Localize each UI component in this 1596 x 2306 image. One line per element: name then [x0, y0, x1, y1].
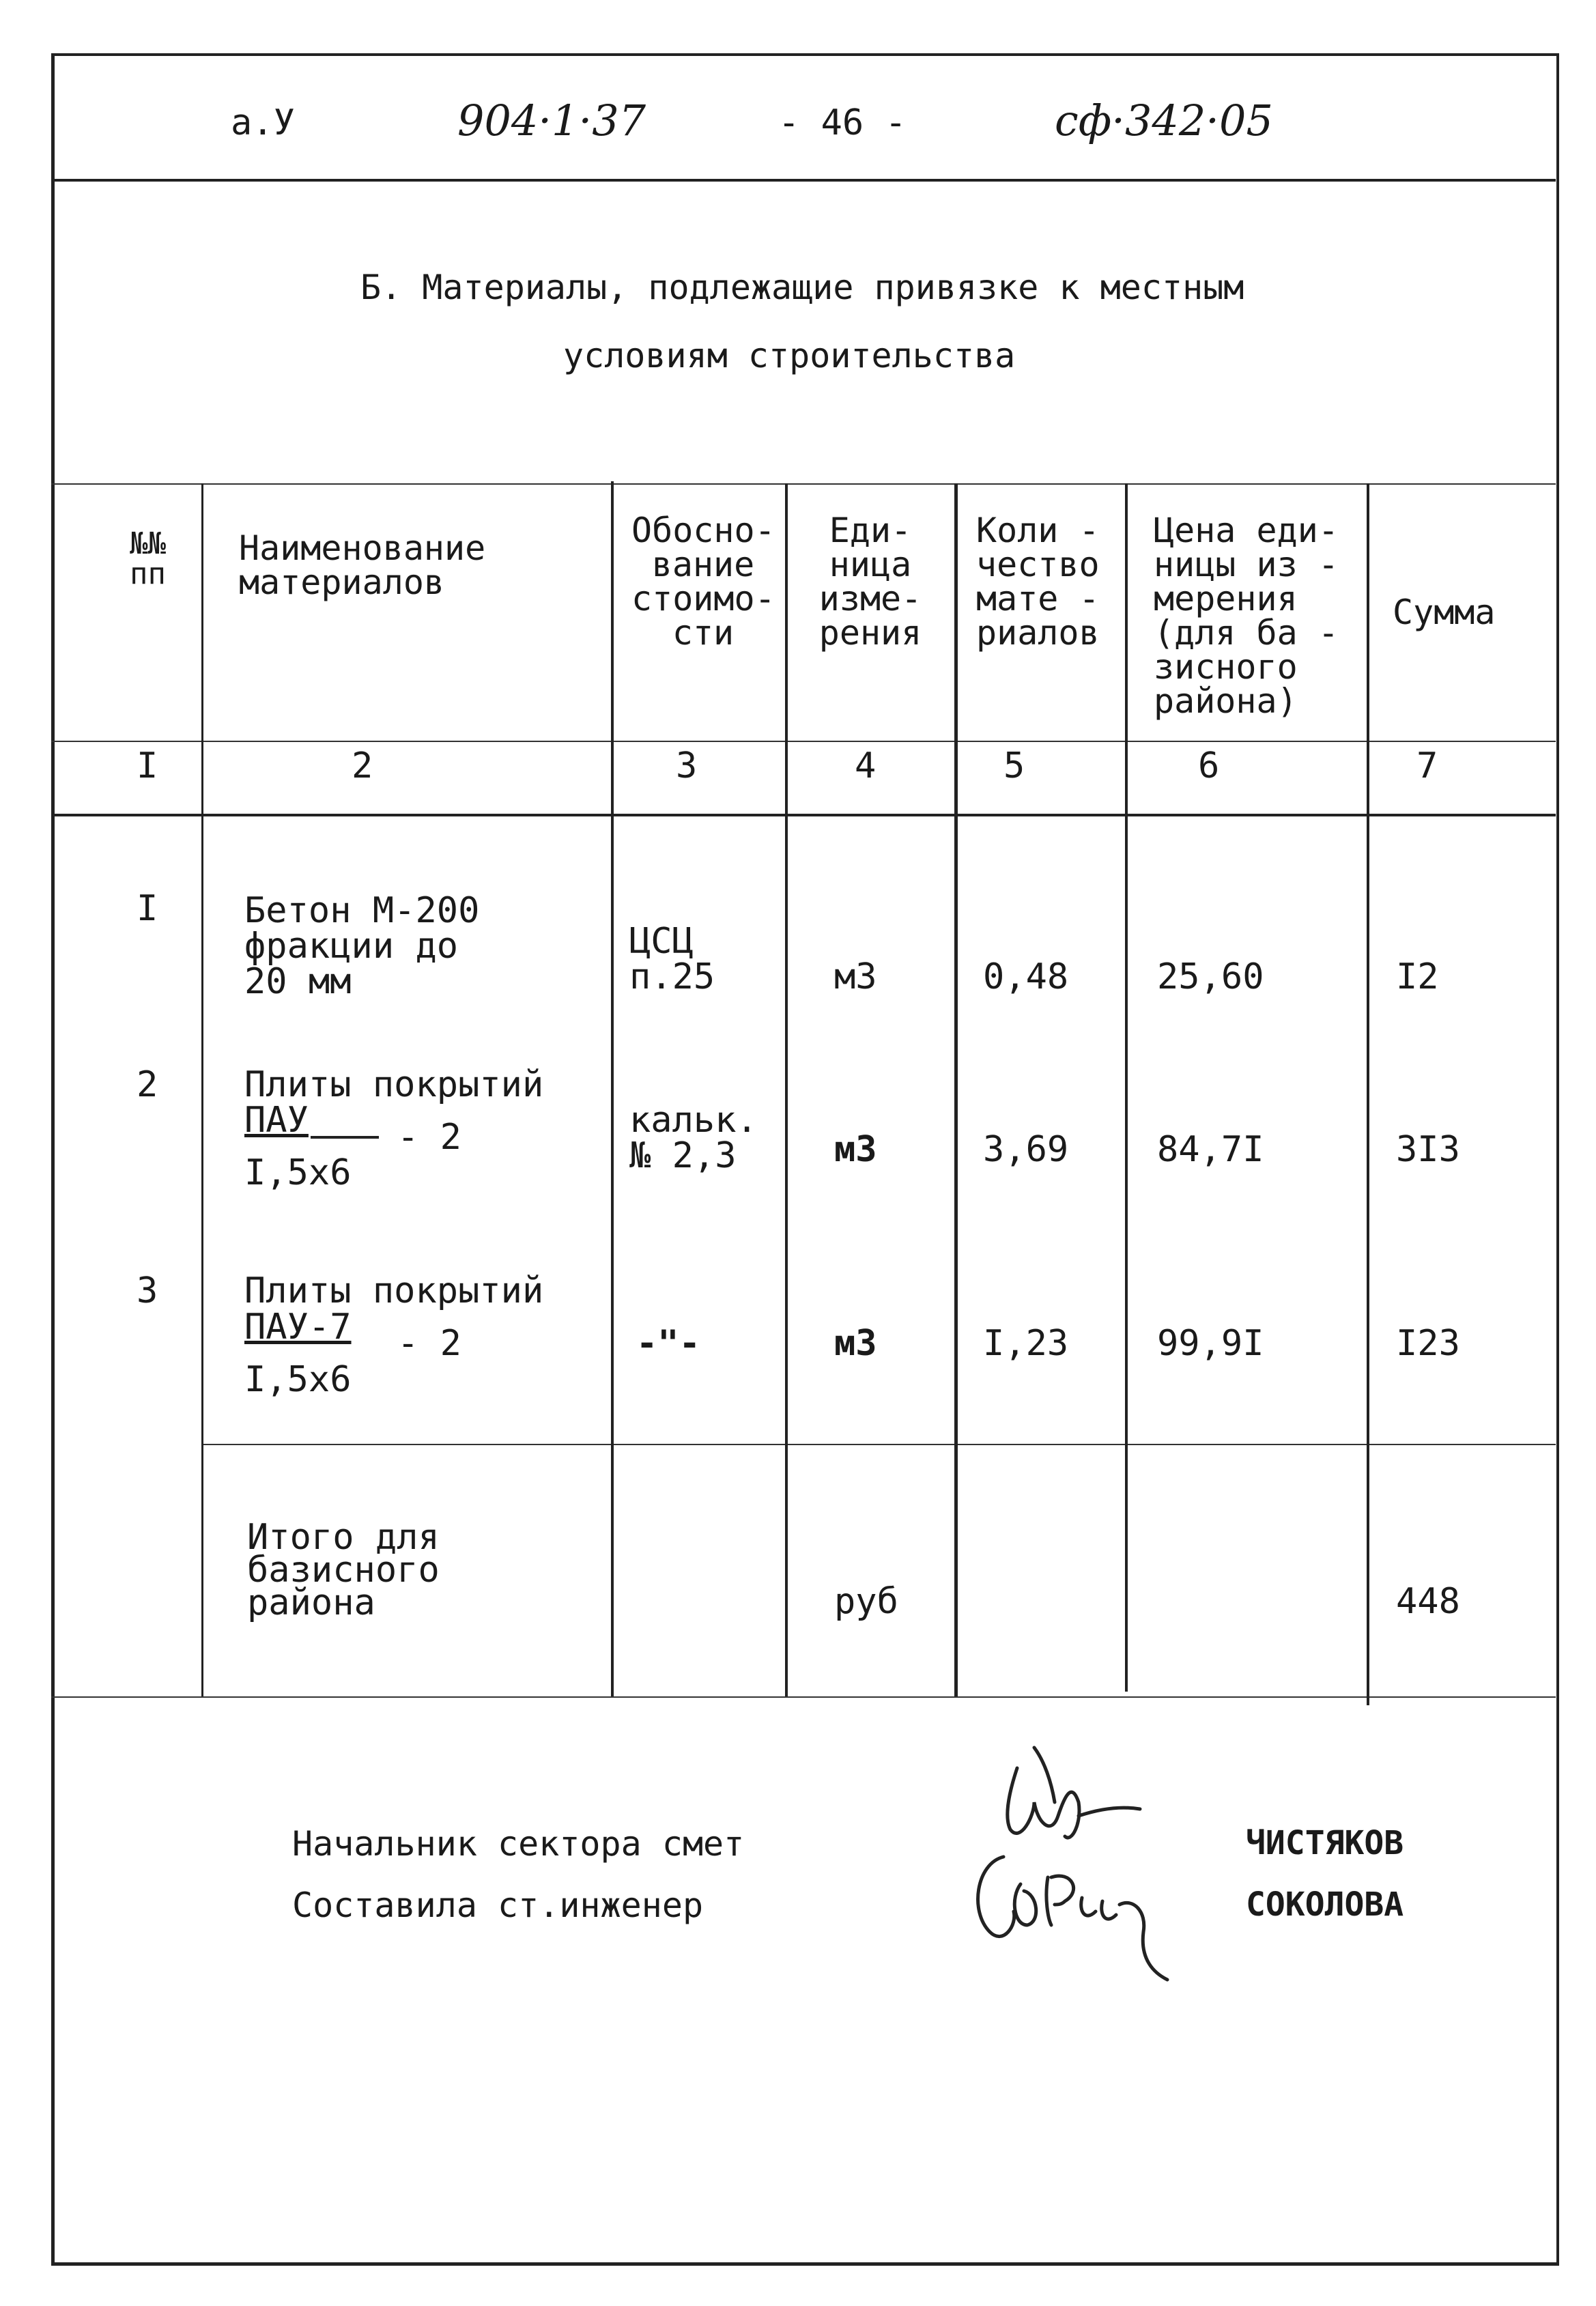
quantity: 3,69 [983, 1129, 1069, 1170]
material-size: I,5x6 [244, 1359, 352, 1400]
col-divider-4 [954, 483, 958, 1696]
column-header-name: Наименование материалов [239, 528, 486, 602]
signature-chistyakov [969, 1741, 1201, 1850]
quantity: 0,48 [983, 956, 1069, 997]
material-size: I,5x6 [244, 1152, 352, 1193]
cost-basis: кальк. № 2,3 [629, 1100, 758, 1176]
column-number-1: I [137, 745, 158, 786]
unit: м3 [834, 1129, 877, 1170]
column-number-bottom-border [51, 814, 1556, 816]
material-count: - 2 [397, 1117, 461, 1158]
material-type: ПАУ-7 [244, 1307, 352, 1348]
role-senior-engineer: Составила ст.инженер [292, 1885, 704, 1925]
column-header-number: №№ пп [130, 526, 166, 591]
column-number-4: 4 [855, 745, 877, 786]
unit: м3 [834, 956, 877, 997]
unit-price: 25,60 [1157, 956, 1264, 997]
name-sokolova: СОКОЛОВА [1246, 1885, 1404, 1924]
column-header-basis: Обосно- вание стоимо- сти [631, 511, 775, 653]
section-title-line1: Б. Материалы, подлежащие привязке к местным [360, 268, 1244, 307]
header-divider [51, 179, 1556, 182]
name-chistyakov: ЧИСТЯКОВ [1246, 1824, 1404, 1862]
material-count: - 2 [397, 1323, 461, 1364]
column-header-quantity: Коли - чество мате - риалов [976, 511, 1100, 653]
total-sum: 448 [1396, 1581, 1460, 1622]
unit: м3 [834, 1323, 877, 1364]
signature-sokolova [963, 1836, 1222, 1993]
col-divider-5 [1125, 483, 1128, 1692]
sum: I23 [1396, 1323, 1460, 1364]
unit-price: 84,7I [1157, 1129, 1264, 1170]
col-divider-2 [611, 481, 614, 1696]
column-header-sum: Сумма [1393, 593, 1496, 632]
row-number: 2 [137, 1064, 158, 1105]
column-number-7: 7 [1416, 745, 1438, 786]
header-code: сф·342·05 [1055, 96, 1273, 145]
header-left: а.У [231, 102, 295, 143]
total-label: Итого для базисного района [247, 1517, 440, 1623]
row-number: I [137, 888, 158, 929]
unit-price: 99,9I [1157, 1323, 1264, 1364]
column-number-3: 3 [676, 745, 698, 786]
total-unit: руб [834, 1581, 898, 1622]
fraction-bar [311, 1136, 379, 1139]
cost-basis: ЦСЦ п.25 [629, 921, 715, 997]
column-number-5: 5 [1003, 745, 1025, 786]
col-divider-6 [1367, 483, 1369, 1705]
material-type: ПАУ [244, 1100, 309, 1141]
table-top-border [51, 483, 1556, 485]
column-number-6: 6 [1198, 745, 1220, 786]
cost-basis: -"- [636, 1323, 700, 1364]
col-divider-1 [201, 483, 203, 1696]
quantity: I,23 [983, 1323, 1069, 1364]
column-header-price: Цена еди- ницы из - мерения (для ба - зисного района) [1154, 511, 1339, 721]
material-name-line1: Плиты покрытий [244, 1270, 544, 1311]
column-header-unit: Еди- ница изме- рения [818, 511, 922, 653]
sum: I2 [1396, 956, 1439, 997]
column-number-2: 2 [352, 745, 373, 786]
header-project-number: 904·1·37 [457, 96, 646, 145]
table-bottom-border [51, 1696, 1556, 1698]
header-page-number: - 46 - [778, 102, 907, 143]
sum: 3I3 [1396, 1129, 1460, 1170]
total-row-border [203, 1444, 1556, 1445]
col-divider-3 [785, 483, 788, 1696]
material-name: Бетон М-200 фракции до 20 мм [244, 890, 480, 1002]
material-name-line1: Плиты покрытий [244, 1064, 544, 1105]
section-title-line2: условиям строительства [563, 336, 1016, 375]
column-number-top-border [51, 741, 1556, 742]
row-number: 3 [137, 1270, 158, 1311]
role-head-of-estimates: Начальник сектора смет [292, 1824, 745, 1864]
